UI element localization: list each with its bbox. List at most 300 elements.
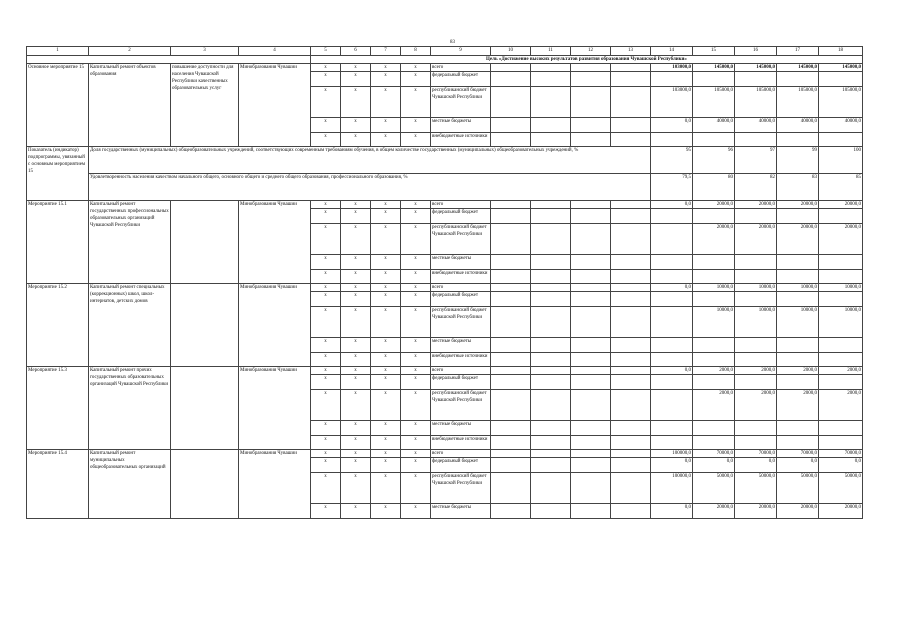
amount-cell: 2000,0: [777, 390, 819, 421]
amount-cell: [777, 436, 819, 450]
amount-cell: [735, 353, 777, 367]
empty-cell: [571, 72, 611, 87]
empty-cell: [611, 292, 651, 307]
amount-cell: 50000,0: [735, 473, 777, 504]
code-cell: x: [311, 255, 341, 270]
indicator-value: 99: [777, 147, 819, 174]
code-cell: x: [401, 504, 431, 519]
amount-cell: [777, 375, 819, 390]
code-cell: x: [341, 307, 371, 338]
amount-cell: 20000,0: [693, 504, 735, 519]
amount-cell: 2000,0: [819, 390, 863, 421]
amount-cell: 145000,0: [777, 64, 819, 72]
amount-cell: [819, 436, 863, 450]
code-cell: x: [371, 307, 401, 338]
empty-cell: [531, 209, 571, 224]
amount-cell: 70000,0: [693, 450, 735, 458]
code-cell: x: [311, 473, 341, 504]
amount-cell: 100000,0: [651, 450, 693, 458]
empty-cell: [611, 390, 651, 421]
funding-source: федеральный бюджет: [431, 292, 491, 307]
measure-result: повышение доступности для населения Чувашской Республики качественных образовательных услуг: [171, 64, 239, 147]
amount-cell: [819, 353, 863, 367]
amount-cell: 40000,0: [693, 118, 735, 133]
funding-source: федеральный бюджет: [431, 209, 491, 224]
empty-cell: [571, 64, 611, 72]
column-number: 1: [27, 47, 89, 56]
code-cell: x: [311, 133, 341, 147]
indicator-value: 97: [735, 147, 777, 174]
empty-cell: [491, 224, 531, 255]
empty-cell: [611, 72, 651, 87]
amount-cell: [693, 72, 735, 87]
measure-executor: Минобразования Чувашии: [239, 284, 311, 367]
amount-cell: [651, 353, 693, 367]
empty-cell: [531, 64, 571, 72]
funding-source: внебюджетные источники: [431, 436, 491, 450]
amount-cell: [735, 338, 777, 353]
code-cell: x: [311, 292, 341, 307]
indicator-row: [27, 147, 863, 174]
amount-cell: 10000,0: [693, 284, 735, 292]
code-cell: x: [341, 504, 371, 519]
empty-cell: [611, 436, 651, 450]
amount-cell: 10000,0: [777, 307, 819, 338]
empty-cell: [571, 458, 611, 473]
budget-table: [26, 46, 863, 519]
amount-cell: [693, 375, 735, 390]
goal-spacer: [27, 56, 311, 64]
amount-cell: 20000,0: [735, 224, 777, 255]
amount-cell: [735, 292, 777, 307]
code-cell: x: [371, 209, 401, 224]
column-number: 7: [371, 47, 401, 56]
code-cell: x: [341, 87, 371, 118]
measure-executor: Минобразования Чувашии: [239, 367, 311, 450]
funding-source: местные бюджеты: [431, 338, 491, 353]
empty-cell: [531, 87, 571, 118]
amount-cell: [651, 133, 693, 147]
column-number: 4: [239, 47, 311, 56]
amount-cell: [819, 270, 863, 284]
amount-cell: [777, 72, 819, 87]
code-cell: x: [401, 375, 431, 390]
empty-cell: [611, 450, 651, 458]
code-cell: x: [311, 64, 341, 72]
code-cell: x: [341, 292, 371, 307]
column-number: 10: [491, 47, 531, 56]
code-cell: x: [371, 292, 401, 307]
amount-cell: [735, 72, 777, 87]
code-cell: x: [371, 133, 401, 147]
indicator-value: 82: [735, 174, 777, 201]
amount-cell: [651, 421, 693, 436]
empty-cell: [491, 255, 531, 270]
amount-cell: 10000,0: [777, 284, 819, 292]
empty-cell: [491, 307, 531, 338]
code-cell: x: [311, 450, 341, 458]
amount-cell: [693, 270, 735, 284]
code-cell: x: [341, 436, 371, 450]
empty-cell: [611, 367, 651, 375]
code-cell: x: [371, 458, 401, 473]
empty-cell: [571, 450, 611, 458]
amount-cell: [819, 209, 863, 224]
funding-row: [27, 367, 863, 375]
empty-cell: [571, 353, 611, 367]
measure-name: Капитальный ремонт государственных профессиональных образовательных организаций Чувашской Республики: [89, 201, 171, 284]
empty-cell: [531, 284, 571, 292]
empty-cell: [531, 504, 571, 519]
code-cell: x: [401, 64, 431, 72]
amount-cell: 10000,0: [735, 307, 777, 338]
amount-cell: [651, 270, 693, 284]
code-cell: x: [311, 338, 341, 353]
empty-cell: [531, 390, 571, 421]
amount-cell: 20000,0: [735, 201, 777, 209]
empty-cell: [491, 353, 531, 367]
code-cell: x: [371, 118, 401, 133]
code-cell: x: [311, 201, 341, 209]
amount-cell: [651, 209, 693, 224]
amount-cell: [651, 338, 693, 353]
code-cell: x: [371, 284, 401, 292]
funding-row: [27, 64, 863, 72]
code-cell: x: [311, 209, 341, 224]
empty-cell: [611, 284, 651, 292]
funding-source: республиканский бюджет Чувашской Республики: [431, 390, 491, 421]
empty-cell: [491, 201, 531, 209]
funding-source: всего: [431, 367, 491, 375]
amount-cell: 70000,0: [777, 450, 819, 458]
empty-cell: [571, 292, 611, 307]
empty-cell: [571, 284, 611, 292]
empty-cell: [531, 307, 571, 338]
amount-cell: [651, 292, 693, 307]
measure-label: Мероприятие 15.2: [27, 284, 89, 367]
empty-cell: [531, 436, 571, 450]
empty-cell: [611, 353, 651, 367]
amount-cell: [777, 292, 819, 307]
column-number: 15: [693, 47, 735, 56]
code-cell: x: [311, 87, 341, 118]
empty-cell: [571, 338, 611, 353]
amount-cell: 20000,0: [693, 224, 735, 255]
code-cell: x: [401, 353, 431, 367]
empty-cell: [571, 209, 611, 224]
empty-cell: [611, 458, 651, 473]
measure-name: Капитальный ремонт прочих государственных образовательных организаций Чувашской Республики: [89, 367, 171, 450]
empty-cell: [531, 473, 571, 504]
measure-label: Основное мероприятие 15: [27, 64, 89, 147]
code-cell: x: [311, 118, 341, 133]
empty-cell: [531, 255, 571, 270]
empty-cell: [531, 450, 571, 458]
empty-cell: [611, 375, 651, 390]
empty-cell: [571, 421, 611, 436]
amount-cell: [693, 209, 735, 224]
measure-result: [171, 201, 239, 284]
amount-cell: 50000,0: [777, 473, 819, 504]
empty-cell: [611, 209, 651, 224]
amount-cell: 105000,0: [693, 87, 735, 118]
funding-source: республиканский бюджет Чувашской Республики: [431, 224, 491, 255]
funding-row: [27, 284, 863, 292]
amount-cell: 40000,0: [777, 118, 819, 133]
empty-cell: [531, 292, 571, 307]
amount-cell: 0,0: [693, 458, 735, 473]
amount-cell: [777, 209, 819, 224]
measure-result: [171, 284, 239, 367]
code-cell: x: [311, 458, 341, 473]
amount-cell: 0,0: [777, 458, 819, 473]
empty-cell: [491, 64, 531, 72]
code-cell: x: [341, 450, 371, 458]
code-cell: x: [371, 367, 401, 375]
code-cell: x: [371, 270, 401, 284]
amount-cell: [777, 255, 819, 270]
code-cell: x: [341, 133, 371, 147]
empty-cell: [571, 201, 611, 209]
code-cell: x: [371, 450, 401, 458]
amount-cell: 103000,0: [651, 87, 693, 118]
indicator-text: Доля государственных (муниципальных) общеобразовательных учреждений, соответствующих современным требованиям обучения, в общем количестве государственных (муниципальных) общеобразовательных учреждений, %: [89, 147, 651, 174]
code-cell: x: [341, 118, 371, 133]
code-cell: x: [311, 270, 341, 284]
code-cell: x: [401, 255, 431, 270]
indicator-value: 79,5: [651, 174, 693, 201]
amount-cell: [777, 338, 819, 353]
column-number: 11: [531, 47, 571, 56]
code-cell: x: [371, 390, 401, 421]
amount-cell: 2000,0: [693, 390, 735, 421]
empty-cell: [491, 436, 531, 450]
funding-source: местные бюджеты: [431, 504, 491, 519]
funding-source: всего: [431, 201, 491, 209]
code-cell: x: [371, 353, 401, 367]
empty-cell: [611, 64, 651, 72]
amount-cell: 0,0: [651, 367, 693, 375]
amount-cell: [735, 421, 777, 436]
amount-cell: [651, 390, 693, 421]
amount-cell: [777, 421, 819, 436]
amount-cell: 20000,0: [777, 201, 819, 209]
amount-cell: [693, 338, 735, 353]
empty-cell: [571, 270, 611, 284]
page-number: 83: [450, 40, 455, 45]
measure-name: Капитальный ремонт объектов образования: [89, 64, 171, 147]
funding-source: внебюджетные источники: [431, 270, 491, 284]
indicator-label: Показатель (индикатор) подпрограммы, увязанный с основным мероприятием 15: [27, 147, 89, 201]
empty-cell: [571, 367, 611, 375]
amount-cell: 20000,0: [819, 201, 863, 209]
amount-cell: [651, 255, 693, 270]
column-number: 18: [819, 47, 863, 56]
indicator-value: 100: [819, 147, 863, 174]
column-number: 5: [311, 47, 341, 56]
code-cell: x: [341, 72, 371, 87]
funding-source: местные бюджеты: [431, 421, 491, 436]
amount-cell: [819, 255, 863, 270]
goal-row: [27, 56, 863, 64]
empty-cell: [491, 270, 531, 284]
amount-cell: 70000,0: [819, 450, 863, 458]
code-cell: x: [341, 375, 371, 390]
amount-cell: [651, 307, 693, 338]
amount-cell: 40000,0: [819, 118, 863, 133]
empty-cell: [491, 133, 531, 147]
column-number: 6: [341, 47, 371, 56]
funding-source: внебюджетные источники: [431, 353, 491, 367]
code-cell: x: [371, 224, 401, 255]
code-cell: x: [371, 375, 401, 390]
empty-cell: [611, 87, 651, 118]
code-cell: x: [311, 390, 341, 421]
empty-cell: [611, 224, 651, 255]
empty-cell: [531, 118, 571, 133]
empty-cell: [531, 133, 571, 147]
amount-cell: 2000,0: [777, 367, 819, 375]
funding-source: внебюджетные источники: [431, 133, 491, 147]
amount-cell: 20000,0: [693, 201, 735, 209]
amount-cell: 20000,0: [777, 504, 819, 519]
amount-cell: [777, 133, 819, 147]
empty-cell: [571, 307, 611, 338]
code-cell: x: [371, 504, 401, 519]
code-cell: x: [371, 64, 401, 72]
code-cell: x: [401, 224, 431, 255]
code-cell: x: [341, 367, 371, 375]
column-number: 9: [431, 47, 491, 56]
funding-source: всего: [431, 450, 491, 458]
code-cell: x: [341, 284, 371, 292]
amount-cell: [777, 270, 819, 284]
amount-cell: [693, 292, 735, 307]
code-cell: x: [341, 390, 371, 421]
empty-cell: [531, 353, 571, 367]
measure-executor: Минобразования Чувашии: [239, 201, 311, 284]
code-cell: x: [311, 284, 341, 292]
column-number: 3: [171, 47, 239, 56]
code-cell: x: [401, 201, 431, 209]
empty-cell: [611, 338, 651, 353]
empty-cell: [491, 375, 531, 390]
code-cell: x: [311, 504, 341, 519]
code-cell: x: [371, 201, 401, 209]
empty-cell: [491, 473, 531, 504]
funding-source: федеральный бюджет: [431, 375, 491, 390]
empty-cell: [571, 390, 611, 421]
empty-cell: [531, 367, 571, 375]
code-cell: x: [311, 375, 341, 390]
column-number: 17: [777, 47, 819, 56]
funding-source: местные бюджеты: [431, 255, 491, 270]
empty-cell: [571, 473, 611, 504]
amount-cell: 2000,0: [735, 390, 777, 421]
code-cell: x: [401, 473, 431, 504]
amount-cell: [819, 421, 863, 436]
amount-cell: 20000,0: [819, 504, 863, 519]
empty-cell: [571, 133, 611, 147]
code-cell: x: [401, 338, 431, 353]
amount-cell: 0,0: [651, 504, 693, 519]
amount-cell: 20000,0: [735, 504, 777, 519]
amount-cell: [693, 353, 735, 367]
empty-cell: [571, 224, 611, 255]
measure-result: [171, 367, 239, 450]
amount-cell: 2000,0: [819, 367, 863, 375]
code-cell: x: [401, 458, 431, 473]
measure-executor: Минобразования Чувашии: [239, 450, 311, 519]
funding-source: всего: [431, 64, 491, 72]
empty-cell: [531, 270, 571, 284]
code-cell: x: [401, 292, 431, 307]
empty-cell: [611, 421, 651, 436]
amount-cell: [777, 353, 819, 367]
empty-cell: [491, 118, 531, 133]
empty-cell: [571, 375, 611, 390]
amount-cell: [651, 436, 693, 450]
funding-source: республиканский бюджет Чувашской Республики: [431, 473, 491, 504]
code-cell: x: [371, 473, 401, 504]
measure-label: Мероприятие 15.3: [27, 367, 89, 450]
column-number: 12: [571, 47, 611, 56]
code-cell: x: [341, 255, 371, 270]
code-cell: x: [371, 421, 401, 436]
amount-cell: 2000,0: [735, 367, 777, 375]
column-number: 16: [735, 47, 777, 56]
code-cell: x: [401, 72, 431, 87]
funding-source: федеральный бюджет: [431, 458, 491, 473]
code-cell: x: [401, 270, 431, 284]
amount-cell: [735, 375, 777, 390]
amount-cell: [693, 255, 735, 270]
amount-cell: 0,0: [819, 458, 863, 473]
funding-source: всего: [431, 284, 491, 292]
empty-cell: [571, 87, 611, 118]
amount-cell: 50000,0: [693, 473, 735, 504]
amount-cell: 50000,0: [819, 473, 863, 504]
code-cell: x: [341, 270, 371, 284]
code-cell: x: [401, 421, 431, 436]
code-cell: x: [341, 209, 371, 224]
code-cell: x: [371, 87, 401, 118]
code-cell: x: [341, 201, 371, 209]
amount-cell: 100000,0: [651, 473, 693, 504]
empty-cell: [491, 72, 531, 87]
funding-source: федеральный бюджет: [431, 72, 491, 87]
amount-cell: [819, 72, 863, 87]
measure-name: Капитальный ремонт муниципальных общеобразовательных организаций: [89, 450, 171, 519]
amount-cell: 40000,0: [735, 118, 777, 133]
amount-cell: [819, 133, 863, 147]
empty-cell: [611, 270, 651, 284]
code-cell: x: [341, 458, 371, 473]
amount-cell: 10000,0: [819, 307, 863, 338]
empty-cell: [571, 436, 611, 450]
amount-cell: [693, 436, 735, 450]
amount-cell: 0,0: [651, 118, 693, 133]
indicator-value: 85: [819, 174, 863, 201]
code-cell: x: [371, 436, 401, 450]
amount-cell: [693, 421, 735, 436]
code-cell: x: [341, 473, 371, 504]
code-cell: x: [341, 421, 371, 436]
indicator-value: 95: [651, 147, 693, 174]
empty-cell: [491, 292, 531, 307]
code-cell: x: [401, 436, 431, 450]
empty-cell: [611, 118, 651, 133]
